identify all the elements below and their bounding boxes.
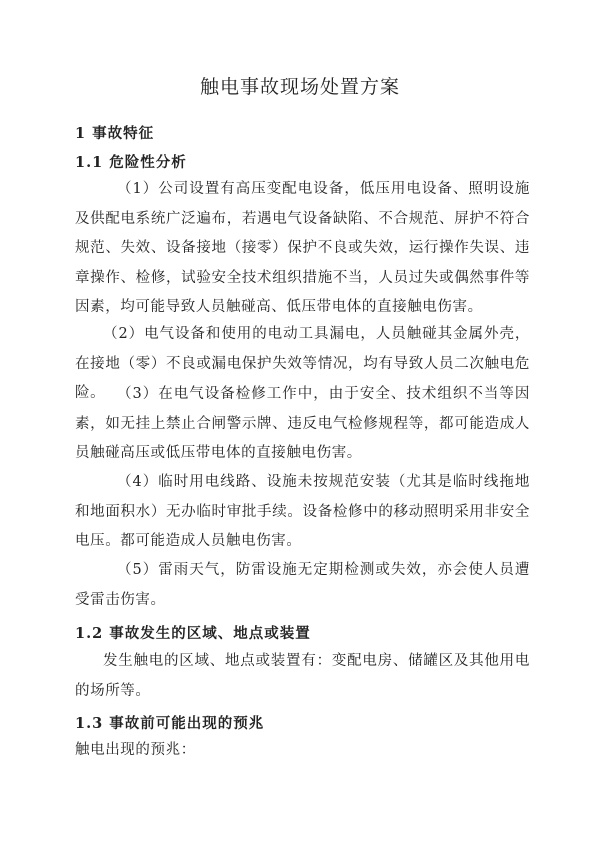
heading-1-3-precursors: 1.3 事故前可能出现的预兆 [75,715,265,732]
paragraph-3: （3）在电气设备检修工作中，由于安全、技术组织不当等因素，如无挂上禁止合闸警示牌、违反电气检修规程等，都可能造成人员触碰高压或低压带电体的直接触电伤害。 [75,386,530,461]
heading-1-1-risk-analysis: 1.1 危险性分析 [75,154,187,171]
document-title: 触电事故现场处置方案 [199,76,400,98]
paragraph-1: （1）公司设置有高压变配电设备，低压用电设备、照明设施及供配电系统广泛遍布，若遇电气设备缺陷、不合规范、屏护不符合规范、失效、设备接地（接零）保护不良或失效，运行操作失误、违章操作、检修，试验安全技术组织措施不当，人员过失或偶然事件等因素，均可能导致人员触碰高、低压带电体的直接触电伤害。 [75,181,530,315]
paragraph-6: 发生触电的区域、地点或装置有：变配电房、储罐区及其他用电的场所等。 [75,653,530,699]
heading-1-2-location: 1.2 事故发生的区域、地点或装置 [75,625,311,642]
heading-1-event-features: 1 事故特征 [75,125,155,142]
paragraph-2: （2）电气设备和使用的电动工具漏电，人员触碰其金属外壳，在接地（零）不良或漏电保护失效等情况，均有导致人员二次触电危险。 [75,326,530,401]
paragraph-7: 触电出现的预兆： [75,742,196,758]
paragraph-4: （4）临时用电线路、设施未按规范安装（尤其是临时线拖地和地面积水）无办临时审批手续。设备检修中的移动照明采用非安全电压。都可能造成人员触电伤害。 [75,474,530,549]
paragraph-5: （5）雷雨天气，防雷设施无定期检测或失效，亦会使人员遭受雷击伤害。 [75,562,530,608]
